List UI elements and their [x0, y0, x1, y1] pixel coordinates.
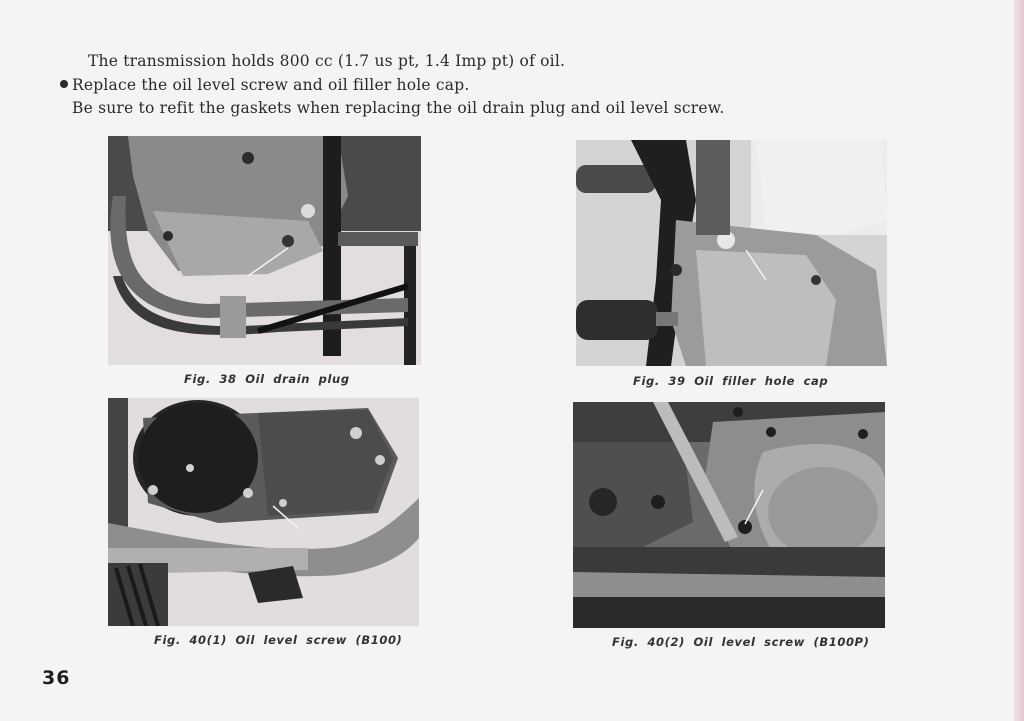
photo-oil-drain-plug: [108, 136, 421, 365]
photo-oil-level-screw-b100: [108, 398, 419, 626]
intro-text: [60, 50, 820, 121]
caption-fig-38: Fig. 38 Oil drain plug: [184, 372, 350, 386]
intro-line-oil-capacity: The transmission holds 800 cc (1.7 us pt, 1.4 Imp pt) of oil.: [88, 52, 566, 70]
page-number: 36: [42, 667, 71, 689]
caption-fig-40-1: Fig. 40(1) Oil level screw (B100): [154, 633, 403, 647]
photo-oil-level-screw-b100p: [573, 402, 885, 628]
bullet-icon: [60, 80, 68, 88]
intro-line-gaskets: Be sure to refit the gaskets when replacing the oil drain plug and oil level screw.: [72, 99, 725, 117]
caption-fig-39: Fig. 39 Oil filler hole cap: [633, 374, 829, 388]
photo-oil-filler-hole-cap: [576, 140, 887, 366]
caption-fig-40-2: Fig. 40(2) Oil level screw (B100P): [612, 635, 870, 649]
intro-line-replace-text: Replace the oil level screw and oil filler hole cap.: [72, 75, 470, 94]
intro-line-replace: [60, 74, 820, 98]
page-edge: [1014, 0, 1024, 721]
